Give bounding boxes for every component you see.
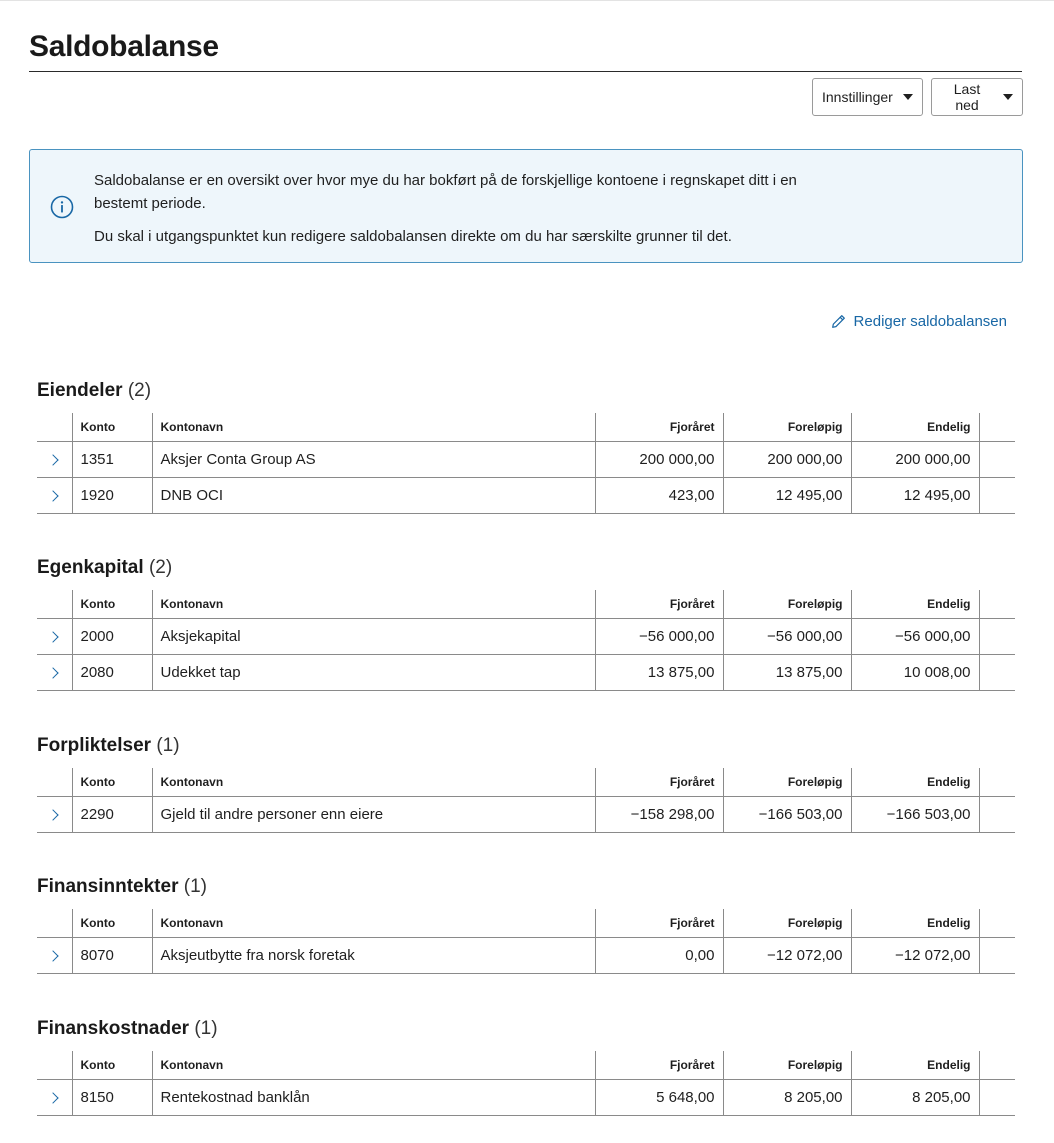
section-title (37, 1016, 1015, 1042)
fjoraret-cell: 5 648,00 (595, 1079, 723, 1115)
chevron-right-icon[interactable] (47, 950, 58, 961)
fjoraret-cell: 423,00 (595, 477, 723, 513)
table-header-row (37, 768, 1015, 796)
endelig-cell: −56 000,00 (851, 618, 979, 654)
section-title (37, 555, 1015, 581)
konto-cell: 2080 (72, 654, 152, 690)
section-count: (1) (156, 735, 180, 756)
konto-cell: 2000 (72, 618, 152, 654)
fjoraret-column-header: Fjoråret (595, 590, 723, 618)
konto-column-header: Konto (72, 413, 152, 441)
table-row[interactable] (37, 618, 1015, 654)
fjoraret-column-header: Fjoråret (595, 413, 723, 441)
info-icon (50, 195, 74, 219)
forelopig-column-header: Foreløpig (723, 590, 851, 618)
accounts-table (37, 1051, 1015, 1116)
expand-row-cell[interactable] (37, 796, 72, 832)
kontonavn-cell: Aksjer Conta Group AS (152, 441, 595, 477)
kontonavn-cell: Rentekostnad banklån (152, 1079, 595, 1115)
table-row[interactable] (37, 441, 1015, 477)
forelopig-column-header: Foreløpig (723, 909, 851, 937)
table-row[interactable] (37, 1079, 1015, 1115)
fjoraret-column-header: Fjoråret (595, 909, 723, 937)
endelig-cell: −166 503,00 (851, 796, 979, 832)
konto-column-header: Konto (72, 768, 152, 796)
konto-cell: 2290 (72, 796, 152, 832)
kontonavn-cell: Aksjekapital (152, 618, 595, 654)
expand-row-cell[interactable] (37, 1079, 72, 1115)
endelig-cell: 10 008,00 (851, 654, 979, 690)
info-text-line1: Saldobalanse er en oversikt over hvor mye du har bokført på de forskjellige kontoene i regnskapet ditt i en bestemt periode. (94, 172, 797, 212)
expand-column-header (37, 1051, 72, 1079)
fjoraret-cell: 0,00 (595, 937, 723, 973)
download-dropdown-button[interactable] (931, 78, 1023, 116)
accounts-table (37, 909, 1015, 974)
expand-row-cell[interactable] (37, 654, 72, 690)
caret-down-icon (903, 94, 913, 100)
edit-balance-link[interactable] (831, 313, 1007, 330)
title-divider (29, 71, 1022, 72)
expand-row-cell[interactable] (37, 618, 72, 654)
chevron-right-icon[interactable] (47, 809, 58, 820)
chevron-right-icon[interactable] (47, 631, 58, 642)
konto-column-header: Konto (72, 1051, 152, 1079)
table-header-row (37, 590, 1015, 618)
endelig-cell: 200 000,00 (851, 441, 979, 477)
settings-dropdown-button[interactable] (812, 78, 923, 116)
forelopig-column-header: Foreløpig (723, 1051, 851, 1079)
row-actions-cell (979, 654, 1015, 690)
settings-dropdown-label: Innstillinger (822, 89, 893, 105)
fjoraret-cell: −158 298,00 (595, 796, 723, 832)
chevron-right-icon[interactable] (47, 490, 58, 501)
table-header-row (37, 1051, 1015, 1079)
accounts-table (37, 590, 1015, 691)
actions-column-header (979, 590, 1015, 618)
endelig-cell: 8 205,00 (851, 1079, 979, 1115)
kontonavn-cell: Gjeld til andre personer enn eiere (152, 796, 595, 832)
fjoraret-cell: −56 000,00 (595, 618, 723, 654)
forelopig-cell: 8 205,00 (723, 1079, 851, 1115)
endelig-column-header: Endelig (851, 909, 979, 937)
fjoraret-column-header: Fjoråret (595, 768, 723, 796)
konto-column-header: Konto (72, 590, 152, 618)
row-actions-cell (979, 937, 1015, 973)
endelig-cell: −12 072,00 (851, 937, 979, 973)
section-title (37, 378, 1015, 404)
table-row[interactable] (37, 796, 1015, 832)
section-count: (2) (127, 380, 152, 401)
expand-row-cell[interactable] (37, 477, 72, 513)
konto-cell: 8070 (72, 937, 152, 973)
fjoraret-cell: 13 875,00 (595, 654, 723, 690)
section-forpliktelser (37, 733, 1015, 833)
toolbar (812, 78, 1023, 116)
forelopig-column-header: Foreløpig (723, 413, 851, 441)
kontonavn-column-header: Kontonavn (152, 1051, 595, 1079)
forelopig-cell: −12 072,00 (723, 937, 851, 973)
actions-column-header (979, 1051, 1015, 1079)
forelopig-cell: 13 875,00 (723, 654, 851, 690)
endelig-column-header: Endelig (851, 590, 979, 618)
endelig-column-header: Endelig (851, 768, 979, 796)
kontonavn-cell: Udekket tap (152, 654, 595, 690)
page-title: Saldobalanse (29, 30, 219, 63)
konto-cell: 1351 (72, 441, 152, 477)
konto-column-header: Konto (72, 909, 152, 937)
info-text-line2: Du skal i utgangspunktet kun redigere saldobalansen direkte om du har særskilte grunner til det. (94, 228, 732, 245)
download-dropdown-label: Last ned (953, 81, 981, 113)
expand-row-cell[interactable] (37, 937, 72, 973)
row-actions-cell (979, 1079, 1015, 1115)
expand-column-header (37, 590, 72, 618)
section-egenkapital (37, 555, 1015, 691)
row-actions-cell (979, 618, 1015, 654)
endelig-column-header: Endelig (851, 413, 979, 441)
section-title-text: Eiendeler (37, 380, 123, 401)
table-header-row (37, 909, 1015, 937)
accounts-table (37, 413, 1015, 514)
section-count: (1) (183, 876, 207, 897)
fjoraret-column-header: Fjoråret (595, 1051, 723, 1079)
section-title-text: Forpliktelser (37, 735, 152, 756)
section-title (37, 874, 1015, 900)
pencil-icon (831, 314, 846, 329)
kontonavn-column-header: Kontonavn (152, 590, 595, 618)
chevron-right-icon[interactable] (47, 454, 58, 465)
expand-column-header (37, 413, 72, 441)
section-title (37, 733, 1015, 759)
fjoraret-cell: 200 000,00 (595, 441, 723, 477)
konto-cell: 8150 (72, 1079, 152, 1115)
forelopig-cell: −166 503,00 (723, 796, 851, 832)
kontonavn-column-header: Kontonavn (152, 413, 595, 441)
section-finanskostnader (37, 1016, 1015, 1116)
accounts-table (37, 768, 1015, 833)
row-actions-cell (979, 796, 1015, 832)
table-row[interactable] (37, 477, 1015, 513)
kontonavn-cell: Aksjeutbytte fra norsk foretak (152, 937, 595, 973)
caret-down-icon (1003, 94, 1013, 100)
actions-column-header (979, 413, 1015, 441)
edit-balance-link-label: Rediger saldobalansen (853, 313, 1007, 330)
row-actions-cell (979, 477, 1015, 513)
expand-column-header (37, 768, 72, 796)
table-header-row (37, 413, 1015, 441)
kontonavn-column-header: Kontonavn (152, 768, 595, 796)
endelig-cell: 12 495,00 (851, 477, 979, 513)
section-finansinntekter (37, 874, 1015, 974)
kontonavn-column-header: Kontonavn (152, 909, 595, 937)
forelopig-cell: 12 495,00 (723, 477, 851, 513)
section-count: (1) (194, 1018, 218, 1039)
section-count: (2) (148, 557, 173, 578)
forelopig-cell: −56 000,00 (723, 618, 851, 654)
actions-column-header (979, 768, 1015, 796)
konto-cell: 1920 (72, 477, 152, 513)
top-border (0, 0, 1054, 1)
row-actions-cell (979, 441, 1015, 477)
forelopig-column-header: Foreløpig (723, 768, 851, 796)
actions-column-header (979, 909, 1015, 937)
chevron-right-icon[interactable] (47, 1092, 58, 1103)
endelig-column-header: Endelig (851, 1051, 979, 1079)
kontonavn-cell: DNB OCI (152, 477, 595, 513)
expand-row-cell[interactable] (37, 441, 72, 477)
section-eiendeler (37, 378, 1015, 514)
expand-column-header (37, 909, 72, 937)
info-box (29, 149, 1023, 263)
table-row[interactable] (37, 654, 1015, 690)
section-title-text: Egenkapital (37, 557, 144, 578)
chevron-right-icon[interactable] (47, 667, 58, 678)
table-row[interactable] (37, 937, 1015, 973)
info-text (94, 169, 814, 248)
section-title-text: Finansinntekter (37, 876, 179, 897)
section-title-text: Finanskostnader (37, 1018, 190, 1039)
forelopig-cell: 200 000,00 (723, 441, 851, 477)
